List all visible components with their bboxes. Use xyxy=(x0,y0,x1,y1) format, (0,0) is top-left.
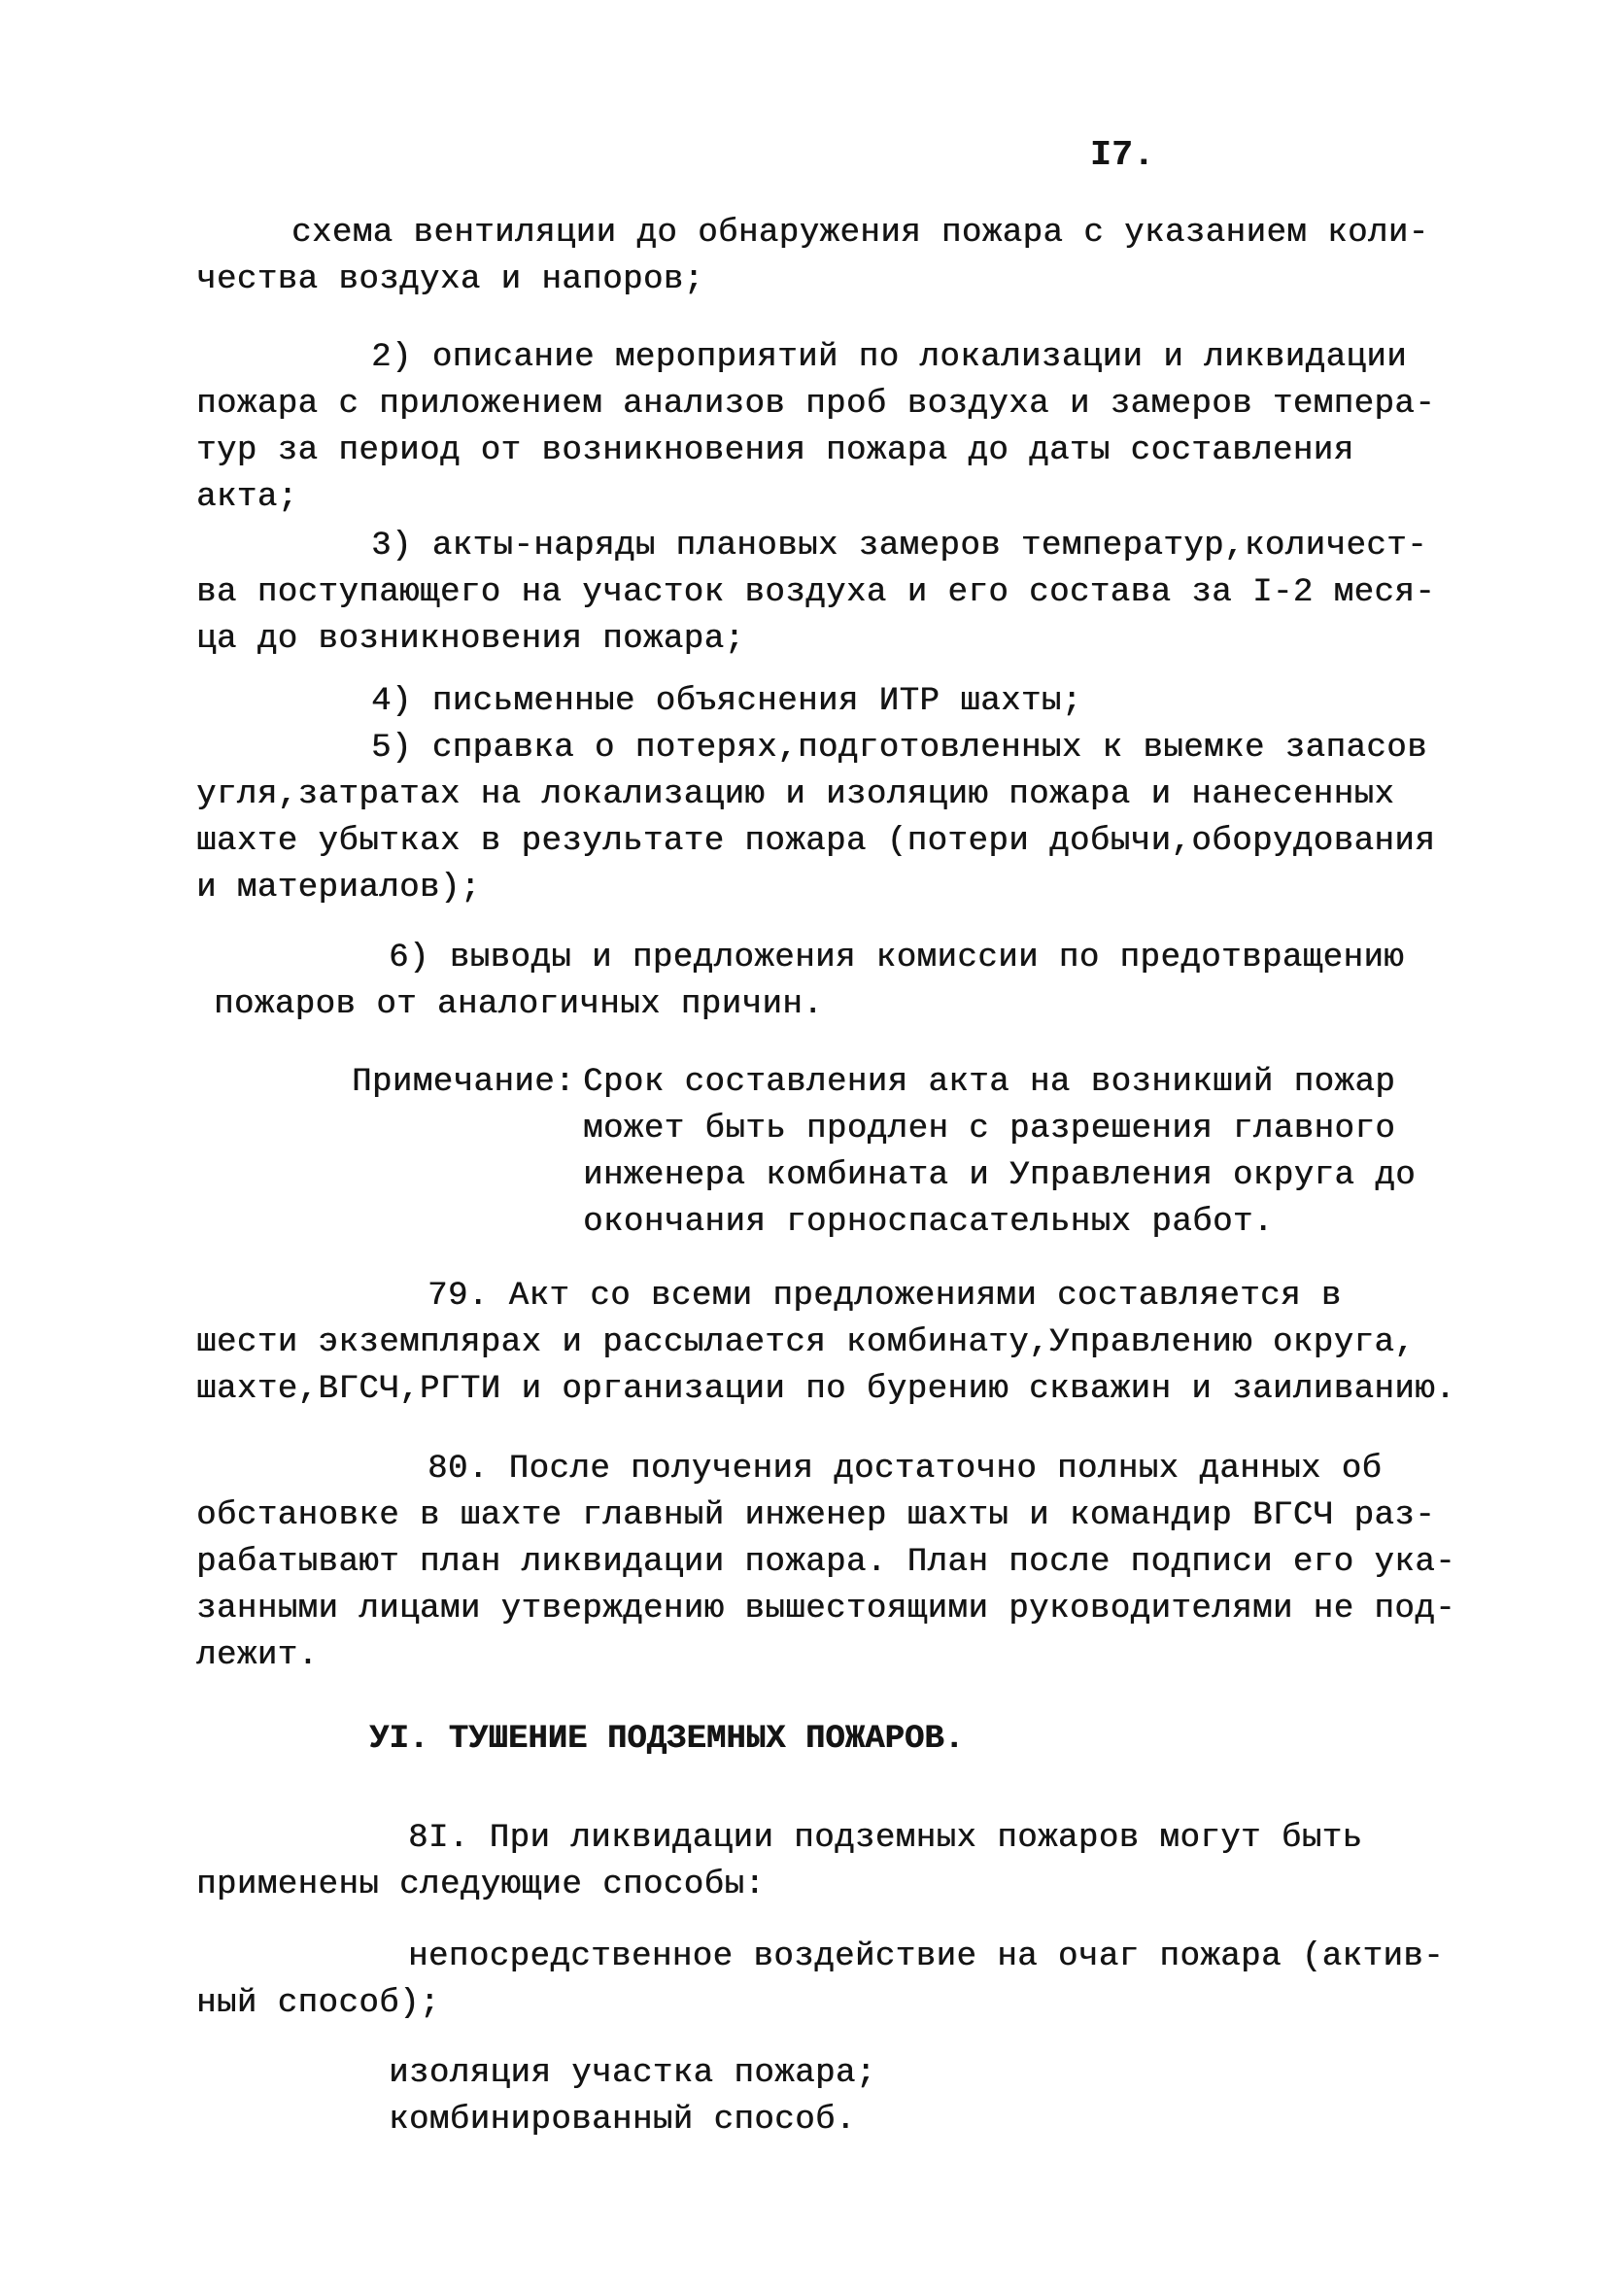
item-2-line-3: тур за период от возникновения пожара до даты составления xyxy=(196,432,1354,469)
note-label: Примечание: xyxy=(352,1064,575,1101)
item-2-line-1: 2) описание мероприятий по локализации и ликвидации xyxy=(371,339,1408,376)
para-81-line-2: применены следующие способы: xyxy=(196,1867,766,1903)
para-79-line-3: шахте,ВГСЧ,РГТИ и организации по бурению скважин и заиливанию. xyxy=(196,1371,1456,1408)
note-line-2: может быть продлен с разрешения главного xyxy=(583,1111,1396,1148)
item-2-line-4: акта; xyxy=(196,479,298,516)
schema-line-2: чества воздуха и напоров; xyxy=(196,261,704,298)
para-79-line-2: шести экземплярах и рассылается комбинату,Управлению округа, xyxy=(196,1324,1416,1361)
para-80-line-1: 80. После получения достаточно полных данных об xyxy=(427,1451,1383,1488)
section-heading: УI. ТУШЕНИЕ ПОДЗЕМНЫХ ПОЖАРОВ. xyxy=(369,1721,965,1758)
item-6-line-1: 6) выводы и предложения комиссии по предотвращению xyxy=(389,940,1405,977)
method-3: комбинированный способ. xyxy=(389,2102,856,2139)
item-6-line-2: пожаров от аналогичных причин. xyxy=(214,986,824,1023)
note-line-1: Срок составления акта на возникший пожар xyxy=(583,1064,1396,1101)
item-5-line-3: шахте убытках в результате пожара (потери добычи,оборудования xyxy=(196,823,1436,860)
item-2-line-2: пожара с приложением анализов проб воздуха и замеров темпера- xyxy=(196,386,1436,423)
item-5-line-2: угля,затратах на локализацию и изоляцию пожара и нанесенных xyxy=(196,776,1395,813)
para-80-line-3: рабатывают план ликвидации пожара. План после подписи его ука- xyxy=(196,1544,1456,1581)
para-81-line-1: 8I. При ликвидации подземных пожаров могут быть xyxy=(408,1820,1363,1857)
schema-line-1: схема вентиляции до обнаружения пожара с указанием коли- xyxy=(291,215,1429,252)
item-3-line-3: ца до возникновения пожара; xyxy=(196,621,745,658)
para-79-line-1: 79. Акт со всеми предложениями составляется в xyxy=(427,1278,1342,1315)
note-line-3: инженера комбината и Управления округа до xyxy=(583,1157,1417,1194)
method-1-line-1: непосредственное воздействие на очаг пожара (актив- xyxy=(408,1938,1445,1975)
page-number: I7. xyxy=(1090,135,1155,175)
item-3-line-1: 3) акты-наряды плановых замеров температур,количест- xyxy=(371,528,1427,565)
item-5-line-1: 5) справка о потерях,подготовленных к выемке запасов xyxy=(371,730,1427,767)
para-80-line-4: занными лицами утверждению вышестоящими руководителями не под- xyxy=(196,1591,1456,1628)
item-3-line-2: ва поступающего на участок воздуха и его состава за I-2 меся- xyxy=(196,574,1436,611)
note-line-4: окончания горноспасательных работ. xyxy=(583,1204,1274,1241)
method-2: изоляция участка пожара; xyxy=(389,2055,876,2092)
para-80-line-2: обстановке в шахте главный инженер шахты и командир ВГСЧ раз- xyxy=(196,1497,1436,1534)
item-4-line-1: 4) письменные объяснения ИТР шахты; xyxy=(371,683,1082,720)
para-80-line-5: лежит. xyxy=(196,1637,319,1674)
method-1-line-2: ный способ); xyxy=(196,1985,440,2022)
item-5-line-4: и материалов); xyxy=(196,870,481,907)
